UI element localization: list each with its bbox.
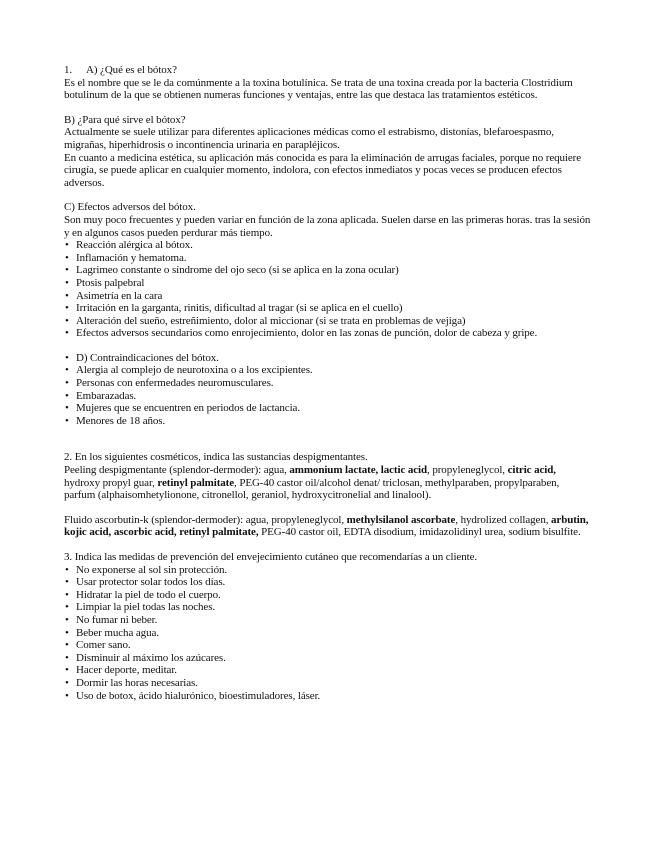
list-item: • Dormir las horas necesarias. bbox=[64, 677, 592, 690]
list-item: • Efectos adversos secundarios como enrojecimiento, dolor en las zonas de punción, dolor de cabeza y gripe. bbox=[64, 327, 592, 340]
list-item: • No fumar ni beber. bbox=[64, 614, 592, 627]
list-item: • Mujeres que se encuentren en periodos de lactancia. bbox=[64, 402, 592, 415]
peeling-bold-3: retinyl palmitate bbox=[157, 476, 235, 489]
fluido-text-1: Fluido ascorbutin-k (splendor-dermoder): agua, propyleneglycol, bbox=[64, 513, 347, 526]
fluido-bold-1: methylsilanol ascorbate bbox=[346, 513, 456, 526]
list-item: • Limpiar la piel todas las noches. bbox=[64, 601, 592, 614]
list-item: • Irritación en la garganta, rinitis, dificultad al tragar (si se aplica en el cuello) bbox=[64, 302, 592, 315]
section1-title: A) ¿Qué es el bótox? bbox=[86, 64, 177, 76]
sectionC-title: C) Efectos adversos del bótox. bbox=[64, 201, 196, 214]
sectionB-paragraph-1: Actualmente se suele utilizar para diferentes aplicaciones médicas como el estrabismo, distonías, blefaroespasmo, migrañas, hiperhidrosis o incontinencia urinaria en parapléjicos. bbox=[64, 126, 554, 151]
list-item: • No exponerse al sol sin protección. bbox=[64, 564, 592, 577]
section1-heading bbox=[64, 64, 592, 77]
sectionB-paragraph-2: En cuanto a medicina estética, su aplicación más conocida es para la eliminación de arrugas faciales, porque no requiere cirugía, se puede aplicar en cualquier momento, indolora, con efectos inmediatos y pocas veces se producen efectos adversos. bbox=[64, 151, 581, 189]
sectionB-title: B) ¿Para qué sirve el bótox? bbox=[64, 113, 186, 126]
section2-title: 2. En los siguientes cosméticos, indica las sustancias despigmentantes. bbox=[64, 451, 368, 464]
peeling-bold-1: ammonium lactate, lactic acid bbox=[289, 464, 428, 477]
list-item: • Alergia al complejo de neurotoxina o a los excipientes. bbox=[64, 364, 592, 377]
list-item: • Uso de botox, ácido hialurónico, bioestimuladores, láser. bbox=[64, 690, 592, 703]
list-item: • Usar protector solar todos los días. bbox=[64, 576, 592, 589]
sectionC-list bbox=[64, 239, 592, 340]
peeling-paragraph bbox=[64, 464, 592, 502]
list-item: • Reacción alérgica al bótox. bbox=[64, 239, 592, 252]
sectionD-title: • D) Contraindicaciones del bótox. bbox=[64, 352, 592, 365]
list-item: • Menores de 18 años. bbox=[64, 415, 592, 428]
list-item: • Alteración del sueño, estreñimiento, dolor al miccionar (si se trata en problemas de vejiga) bbox=[64, 315, 592, 328]
list-item: • Comer sano. bbox=[64, 639, 592, 652]
list-item: • Disminuir al máximo los azúcares. bbox=[64, 652, 592, 665]
list-item: • Personas con enfermedades neuromusculares. bbox=[64, 377, 592, 390]
list-item: • Ptosis palpebral bbox=[64, 277, 592, 290]
fluido-paragraph bbox=[64, 514, 592, 539]
list-item: • Lagrimeo constante o síndrome del ojo seco (si se aplica en la zona ocular) bbox=[64, 264, 592, 277]
sectionD-list bbox=[64, 352, 592, 428]
list-item: • Inflamación y hematoma. bbox=[64, 252, 592, 265]
fluido-text-2: , hydrolized collagen, bbox=[455, 513, 552, 526]
list-item: • Hacer deporte, meditar. bbox=[64, 664, 592, 677]
list-item: • Embarazadas. bbox=[64, 390, 592, 403]
peeling-text-2: , propyleneglycol, bbox=[427, 464, 508, 477]
peeling-bold-2: citric acid, bbox=[507, 464, 556, 477]
list-item: • Beber mucha agua. bbox=[64, 627, 592, 640]
peeling-text-1: Peeling despigmentante (splendor-dermoder): agua, bbox=[64, 464, 290, 477]
section3-title: 3. Indica las medidas de prevención del envejecimiento cutáneo que recomendarías a un cliente. bbox=[64, 551, 478, 563]
list-item: • Asimetría en la cara bbox=[64, 290, 592, 303]
section1-number: 1. bbox=[64, 64, 73, 76]
fluido-bold-2: arbutin, kojic acid, ascorbic acid, retinyl palmitate, bbox=[64, 513, 589, 539]
list-item: • Hidratar la piel de todo el cuerpo. bbox=[64, 589, 592, 602]
section1-text: Es el nombre que se le da comúnmente a la toxina botulínica. Se trata de una toxina creada por la bacteria Clostridium botulinum de la que se obtienen numeras funciones y ventajas, entre las que destaca las tratamientos estéticos. bbox=[64, 76, 573, 102]
peeling-text-4: , PEG-40 castor oil/alcohol denat/ triclosan, methylparaben, propylparaben, parfum (alphaisomhetylionone, citronellol, geraniol, hydroxycitronelial and linalool). bbox=[64, 476, 560, 502]
sectionC-intro: Son muy poco frecuentes y pueden variar en función de la zona aplicada. Suelen darse en las primeras horas. tras la sesión y en algunos casos pueden perdurar más tiempo. bbox=[64, 213, 591, 239]
peeling-text-3: hydroxy propyl guar, bbox=[64, 476, 158, 489]
section3-list bbox=[64, 564, 592, 703]
fluido-text-3: PEG-40 castor oil, EDTA disodium, imidazolidinyl urea, sodium bisulfite. bbox=[258, 526, 581, 539]
